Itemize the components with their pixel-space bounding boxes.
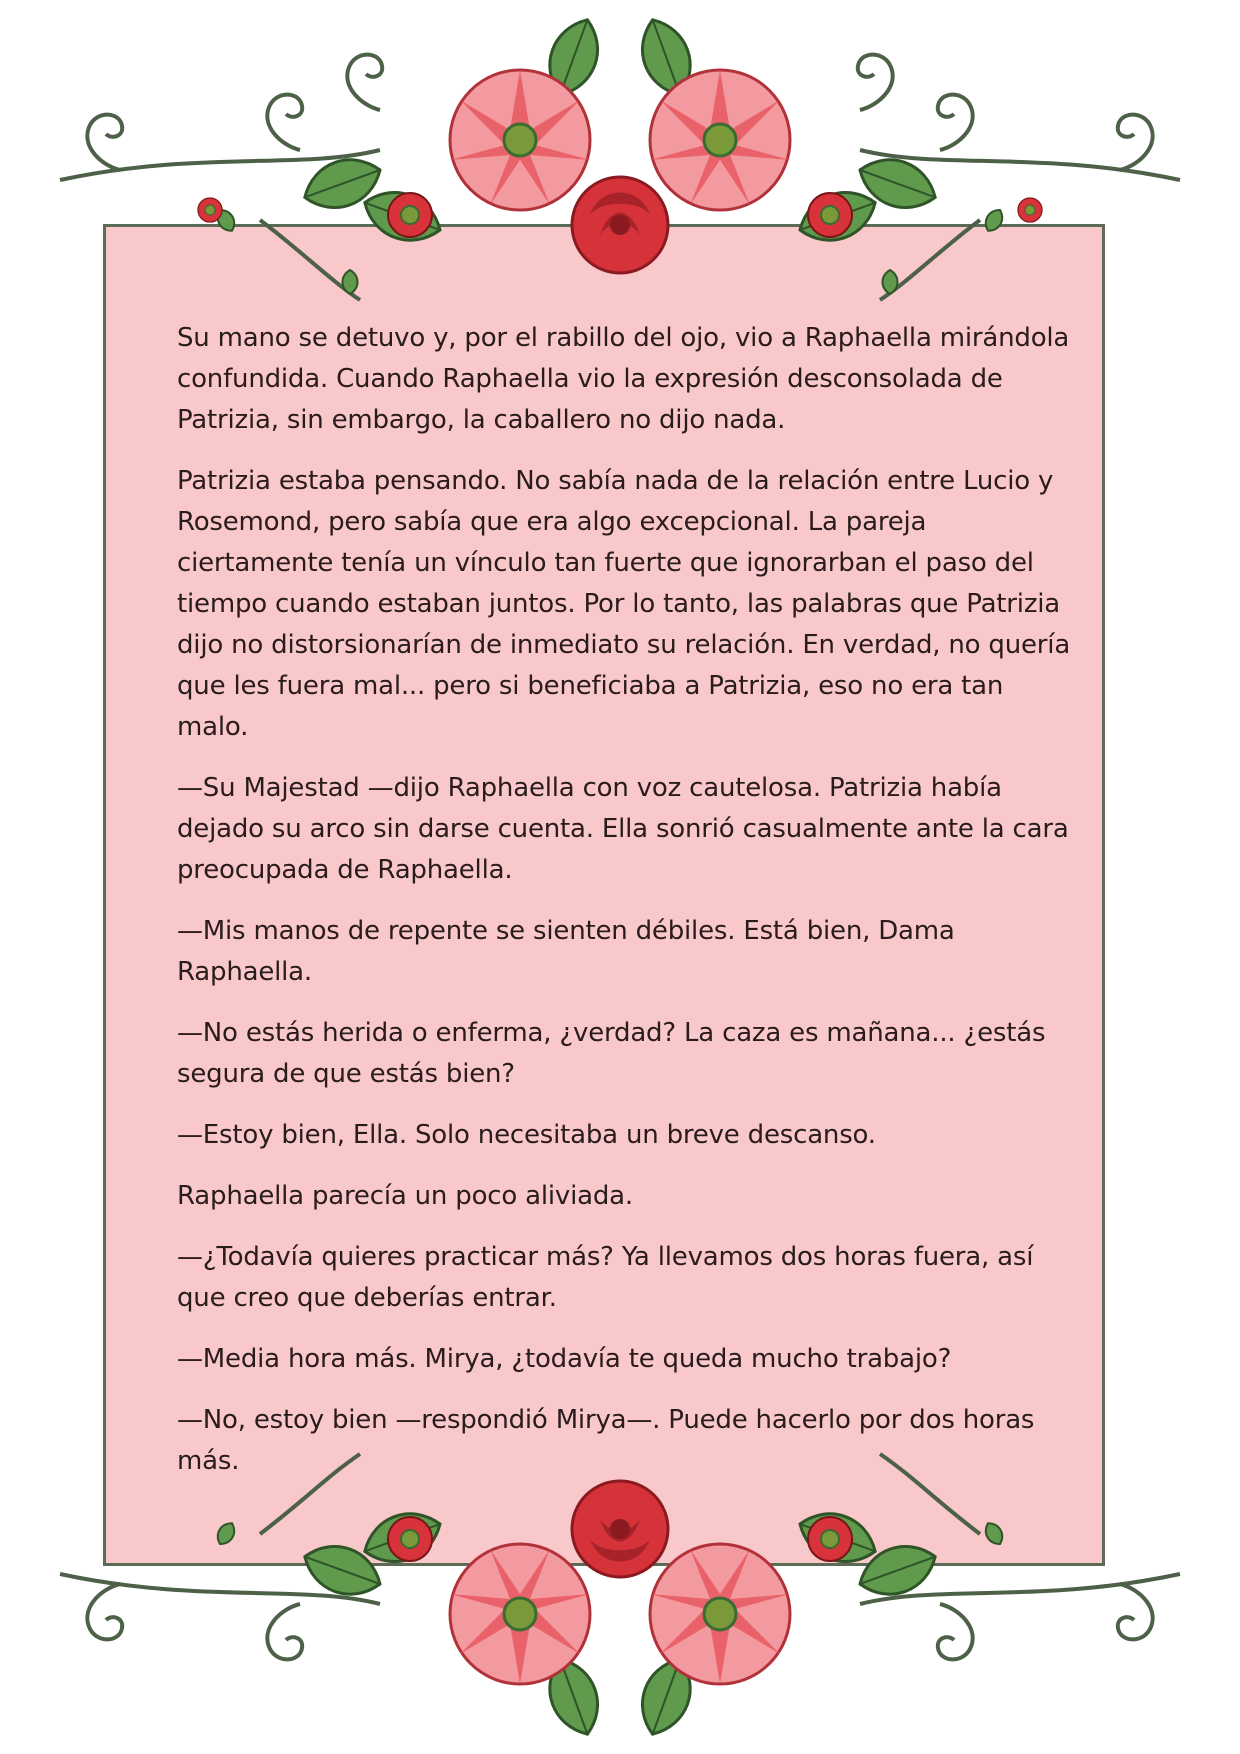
- floral-ornament-top: [0, 0, 1240, 320]
- paragraph: —Estoy bien, Ella. Solo necesitaba un breve descanso.: [177, 1120, 876, 1150]
- paragraph: Raphaella parecía un poco aliviada.: [177, 1181, 633, 1211]
- paragraph: Su mano se detuvo y, por el rabillo del ojo, vio a Raphaella mirándola confundida. Cuando Raphaella vio la expresión desconsolada de Patrizia, sin embargo, la caballero no dijo nada.: [177, 323, 1070, 435]
- paragraph: —No, estoy bien —respondió Mirya—. Puede hacerlo por dos horas más.: [177, 1405, 1035, 1476]
- paragraph: —Mis manos de repente se sienten débiles. Está bien, Dama Raphaella.: [177, 916, 955, 987]
- paragraph: —¿Todavía quieres practicar más? Ya llevamos dos horas fuera, así que creo que deberías entrar.: [177, 1242, 1034, 1313]
- paragraph: —No estás herida o enferma, ¿verdad? La caza es mañana... ¿estás segura de que estás bien?: [177, 1018, 1046, 1089]
- paragraph: Patrizia estaba pensando. No sabía nada de la relación entre Lucio y Rosemond, pero sabía que era algo excepcional. La pareja ciertamente tenía un vínculo tan fuerte que ignorarban el paso del tiempo cuando estaban juntos. Por lo tanto, las palabras que Patrizia dijo no distorsionarían de inmediato su relación. En verdad, no quería que les fuera mal... pero si beneficiaba a Patrizia, eso no era tan malo.: [177, 466, 1071, 742]
- paragraph: —Media hora más. Mirya, ¿todavía te queda mucho trabajo?: [177, 1344, 952, 1374]
- story-text: [177, 318, 1082, 1502]
- paragraph: —Su Majestad —dijo Raphaella con voz cautelosa. Patrizia había dejado su arco sin darse cuenta. Ella sonrió casualmente ante la cara preocupada de Raphaella.: [177, 773, 1069, 885]
